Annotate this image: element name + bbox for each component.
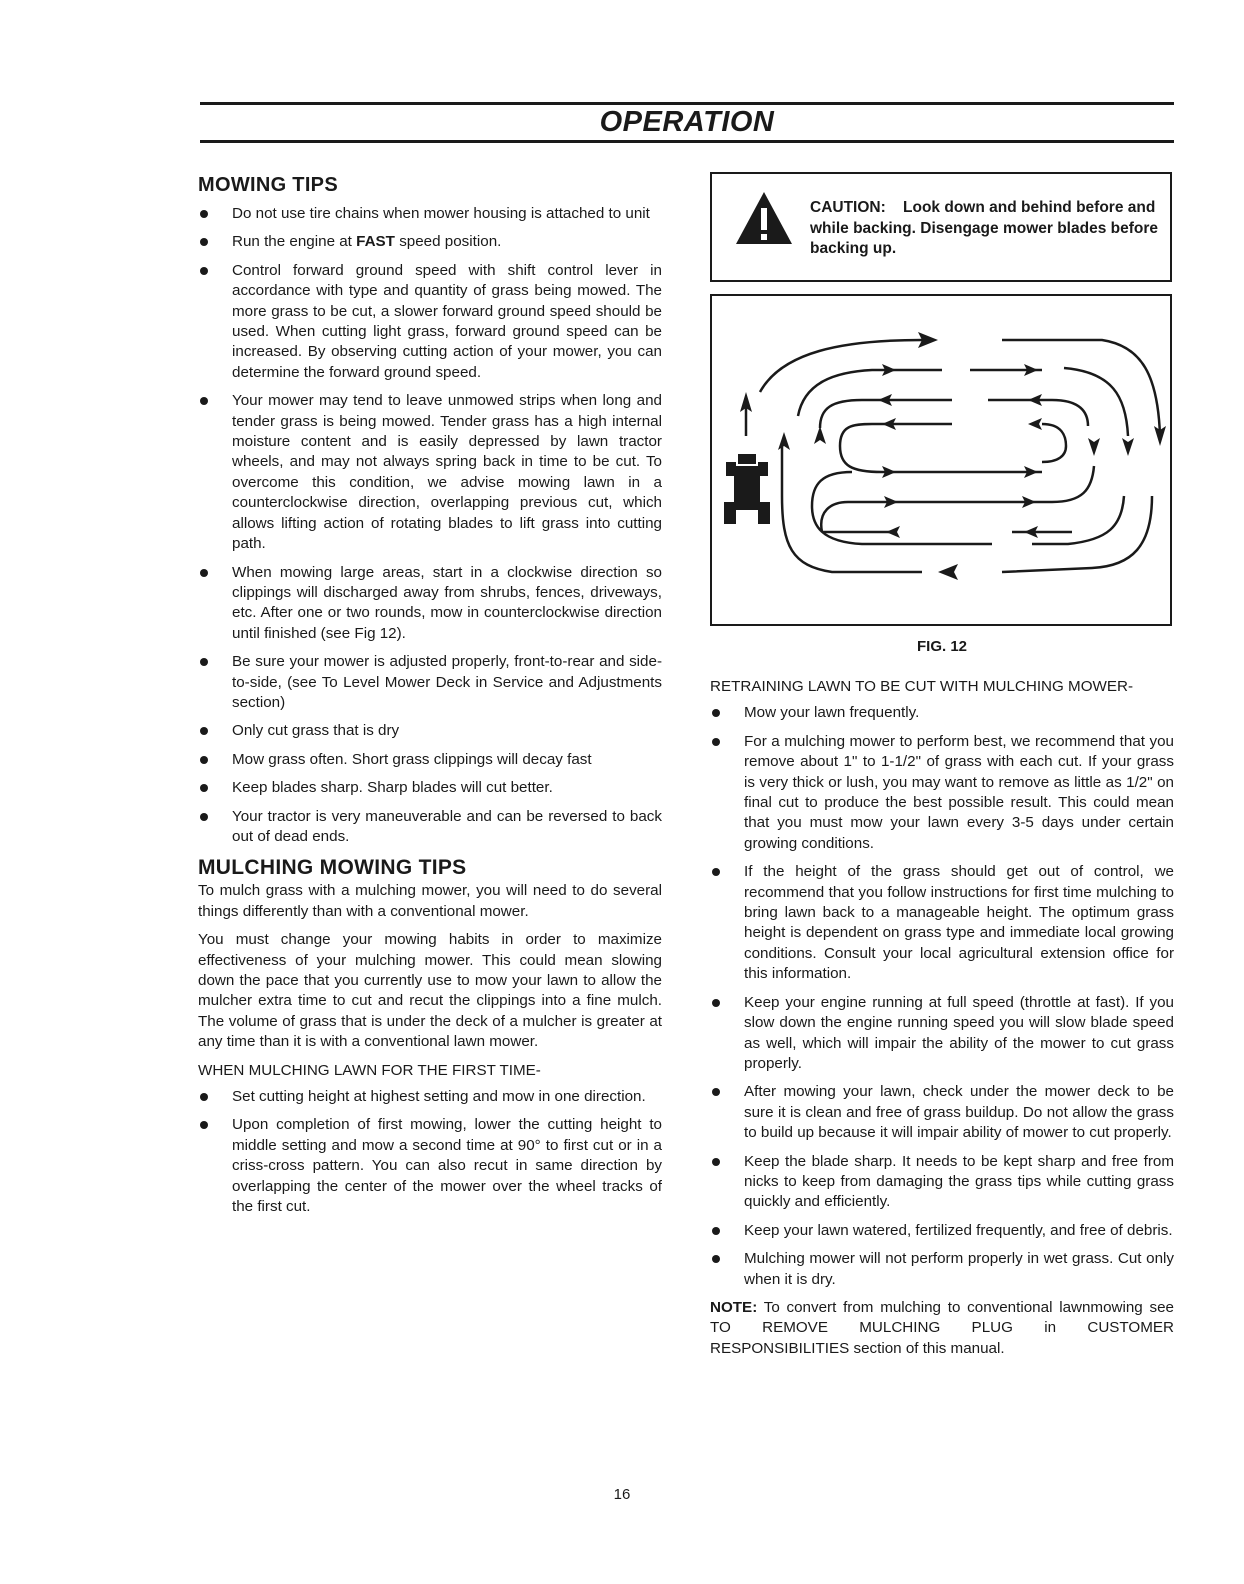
list-item: For a mulching mower to perform best, we recommend that you remove about 1" to 1-1/2" of grass with each cut. If your grass is very thick or lush, you may want to remove as little as 1/2" on final cut to produce the best possible result. This could mean that you must mow your lawn every 3-5 days under certain growing conditions. — [710, 732, 1174, 854]
list-item: Upon completion of first mowing, lower the cutting height to middle setting and mow a second time at 90° to first cut or in a criss-cross pattern. You can also recut in same direction by overlapping the center of the mower over the wheel tracks of the first cut. — [198, 1115, 662, 1217]
note-text: To convert from mulching to conventional lawnmowing see TO REMOVE MULCHING PLUG in CUSTOMER RESPONSIBILITIES section of this manual. — [710, 1298, 1174, 1357]
bullet-icon — [200, 210, 208, 218]
caution-box — [710, 172, 1172, 282]
mowing-tips-list — [198, 204, 662, 847]
bullet-icon — [712, 1158, 720, 1166]
list-item: Your mower may tend to leave unmowed strips when long and tender grass is being mowed. Tender grass has a high internal moisture content and is easily depressed by lawn tractor wheels, and may not always spring back in time to be cut. To overcome this condition, we advise mowing lawn in a counterclockwise direction, overlapping previous cut, which allows lifting action of rotating blades to lift grass into cutting path. — [198, 391, 662, 554]
note-label: NOTE: — [710, 1298, 758, 1316]
list-item: Your tractor is very maneuverable and can be reversed to back out of dead ends. — [198, 807, 662, 848]
bullet-icon — [200, 267, 208, 275]
caution-message: Look down and behind before and while backing. Disengage mower blades before backing up. — [810, 199, 1158, 257]
bullet-icon — [200, 1093, 208, 1101]
right-column — [710, 172, 1174, 1367]
bullet-icon — [712, 868, 720, 876]
bullet-icon — [712, 1255, 720, 1263]
warning-triangle-icon — [734, 190, 794, 246]
list-item: Control forward ground speed with shift control lever in accordance with type and quantity of grass being mowed. The more grass to be cut, a slower forward ground speed should be used. When cutting light grass, forward ground speed can be increased. By observing cutting action of your mower, you can determine the forward ground speed. — [198, 261, 662, 383]
list-item: If the height of the grass should get out of control, we recommend that you follow instructions for first time mulching to bring lawn back to a manageable height. The optimum grass height is dependent on grass type and immediate local growing conditions. Consult your local agricultural extension office for this information. — [710, 862, 1174, 984]
bullet-icon — [200, 569, 208, 577]
mowing-tips-heading: MOWING TIPS — [198, 174, 338, 196]
list-item: Mulching mower will not perform properly in wet grass. Cut only when it is dry. — [710, 1249, 1174, 1290]
header-rule-bottom — [200, 140, 1174, 143]
figure-caption: FIG. 12 — [916, 638, 968, 655]
page-number: 16 — [613, 1486, 631, 1503]
page-title: OPERATION — [599, 106, 775, 138]
bullet-icon — [200, 1121, 208, 1129]
bullet-icon — [200, 238, 208, 246]
list-item: Run the engine at FAST speed position. — [198, 232, 662, 252]
list-item: Only cut grass that is dry — [198, 721, 662, 741]
bullet-icon — [200, 784, 208, 792]
retraining-list — [710, 703, 1174, 1290]
caution-text — [810, 198, 1160, 260]
list-item: Be sure your mower is adjusted properly, front-to-rear and side-to-side, (see To Level Mower Deck in Service and Adjustments section) — [198, 652, 662, 713]
retraining-heading: RETRAINING LAWN TO BE CUT WITH MULCHING MOWER- — [710, 678, 1134, 695]
list-item: Mow grass often. Short grass clippings will decay fast — [198, 750, 662, 770]
left-column — [198, 172, 662, 1225]
caution-label: CAUTION: — [810, 199, 886, 216]
figure-12-box — [710, 294, 1172, 626]
list-item: When mowing large areas, start in a clockwise direction so clippings will discharged away from shrubs, fences, driveways, etc. After one or two rounds, mow in counterclockwise direction until finished (see Fig 12). — [198, 563, 662, 645]
list-item: Keep your lawn watered, fertilized frequently, and free of debris. — [710, 1221, 1174, 1241]
list-item: Keep the blade sharp. It needs to be kept sharp and free from nicks to keep from damaging the grass tips while cutting grass quickly and efficiently. — [710, 1152, 1174, 1213]
note-paragraph — [710, 1298, 1174, 1359]
list-item: Set cutting height at highest setting and mow in one direction. — [198, 1087, 662, 1107]
list-item: Mow your lawn frequently. — [710, 703, 1174, 723]
bullet-icon — [200, 658, 208, 666]
bullet-icon — [712, 709, 720, 717]
bullet-icon — [712, 1227, 720, 1235]
tractor-icon — [724, 454, 770, 524]
bullet-icon — [200, 813, 208, 821]
list-item: Keep blades sharp. Sharp blades will cut better. — [198, 778, 662, 798]
bullet-icon — [712, 999, 720, 1007]
mulching-tips-heading: MULCHING MOWING TIPS — [198, 856, 467, 880]
bullet-icon — [200, 756, 208, 764]
bullet-icon — [200, 727, 208, 735]
bullet-icon — [712, 738, 720, 746]
list-item: Do not use tire chains when mower housing is attached to unit — [198, 204, 662, 224]
mowing-pattern-diagram — [712, 296, 1170, 624]
first-time-list — [198, 1087, 662, 1217]
mulching-para-1: To mulch grass with a mulching mower, you will need to do several things differently than with a conventional mower. — [198, 882, 662, 920]
bullet-icon — [712, 1088, 720, 1096]
mulching-para-2: You must change your mowing habits in order to maximize effectiveness of your mulching mower. This could mean slowing down the pace that you currently use to mow your lawn to allow the mulcher extra time to cut and recut the clippings into a fine mulch. The volume of grass that is under the deck of a mulcher is greater at any time than it is with a conventional lawn mower. — [198, 931, 662, 1051]
list-item: After mowing your lawn, check under the mower deck to be sure it is clean and free of grass buildup. Do not allow the grass to build up because it will impair ability of mower to cut properly. — [710, 1082, 1174, 1143]
list-item: Keep your engine running at full speed (throttle at fast). If you slow down the engine running speed you will slow blade speed as well, which will impair the ability of the mower to cut grass properly. — [710, 993, 1174, 1075]
first-time-heading: WHEN MULCHING LAWN FOR THE FIRST TIME- — [198, 1061, 541, 1079]
bullet-icon — [200, 397, 208, 405]
